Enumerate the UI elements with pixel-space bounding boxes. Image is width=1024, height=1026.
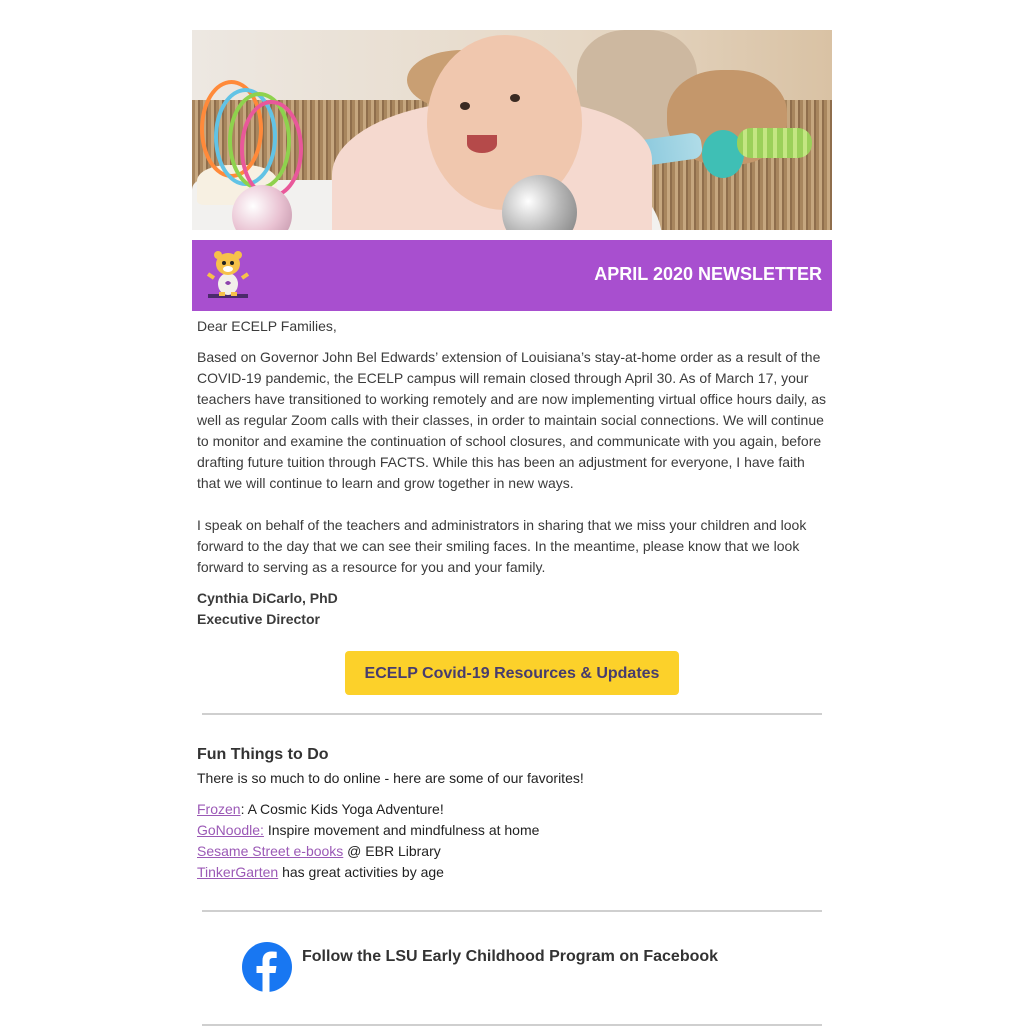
newsletter-email xyxy=(192,30,832,1026)
hero-photo xyxy=(192,30,832,230)
newsletter-title: APRIL 2020 NEWSLETTER xyxy=(594,264,822,284)
covid-resources-button[interactable]: ECELP Covid-19 Resources & Updates xyxy=(345,651,680,695)
signature-title: Executive Director xyxy=(197,611,320,627)
list-item: TinkerGarten has great activities by age xyxy=(197,864,444,880)
section-title: Fun Things to Do xyxy=(197,746,329,763)
list-item: GoNoodle: Inspire movement and mindfulness at home xyxy=(197,822,540,838)
frozen-link[interactable]: Frozen xyxy=(197,801,241,817)
list-item: Sesame Street e-books @ EBR Library xyxy=(197,843,441,859)
signature xyxy=(197,588,827,630)
newsletter-banner xyxy=(192,240,832,311)
letter-body xyxy=(192,316,832,630)
facebook-icon[interactable] xyxy=(242,942,292,992)
facebook-follow-text[interactable]: Follow the LSU Early Childhood Program on Facebook xyxy=(302,948,719,965)
signature-name: Cynthia DiCarlo, PhD xyxy=(197,590,338,606)
list-item: Frozen: A Cosmic Kids Yoga Adventure! xyxy=(197,801,444,817)
cta-wrapper xyxy=(192,651,832,695)
facebook-follow xyxy=(192,912,832,1024)
sesame-street-link[interactable]: Sesame Street e-books xyxy=(197,843,344,859)
tiger-mascot-logo xyxy=(206,250,250,300)
divider xyxy=(202,713,822,715)
letter-paragraph-1: Based on Governor John Bel Edwards’ extension of Louisiana’s stay-at-home order as a result of the COVID-19 pandemic, the ECELP campus will remain closed through April 30. As of March 17, your teachers have transitioned to working remotely and are now implementing virtual office hours daily, as well as regular Zoom calls with their classes, in order to maintain social connections. We will continue to monitor and examine the continuation of school closures, and communicate with you again, before drafting future tuition through FACTS. While this has been an adjustment for everyone, I have faith that we will continue to learn and grow together in new ways. xyxy=(197,349,827,491)
gonoodle-link[interactable]: GoNoodle: xyxy=(197,822,264,838)
tinkergarten-link[interactable]: TinkerGarten xyxy=(197,864,279,880)
section-intro: There is so much to do online - here are some of our favorites! xyxy=(197,770,584,786)
favorites-list xyxy=(197,799,827,883)
fun-things-section xyxy=(192,745,832,883)
greeting: Dear ECELP Families, xyxy=(197,318,337,334)
letter-paragraph-2: I speak on behalf of the teachers and administrators in sharing that we miss your children and look forward to the day that we can see their smiling faces. In the meantime, please know that we look forward to serving as a resource for you and your family. xyxy=(197,517,807,575)
